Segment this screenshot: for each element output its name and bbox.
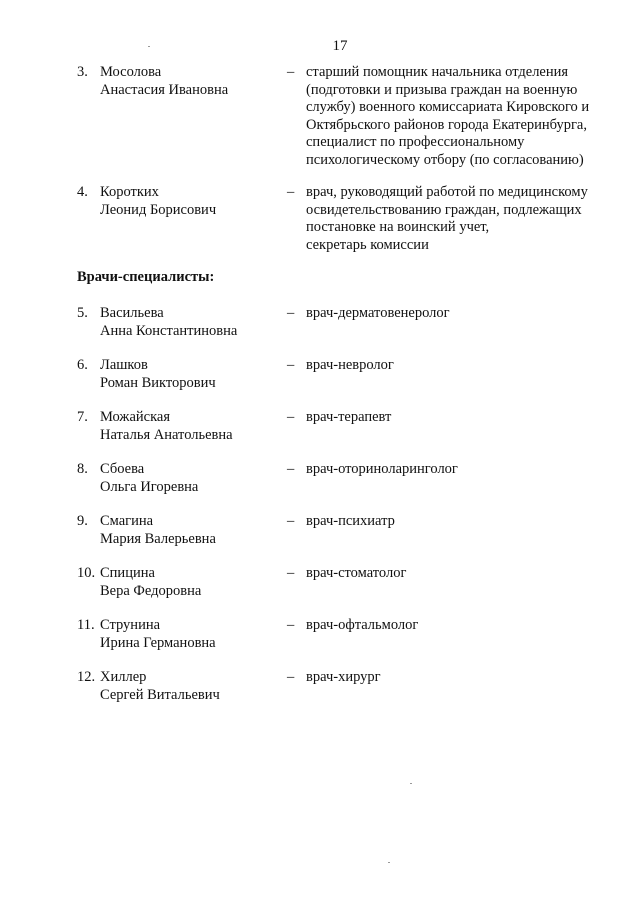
- role-line: врач-психиатр: [306, 513, 395, 529]
- member-role: [306, 305, 616, 323]
- member-surname: Коротких: [100, 184, 159, 200]
- member-given-names: Вера Федоровна: [100, 582, 202, 599]
- dash: –: [287, 617, 295, 633]
- member-name: [100, 461, 198, 496]
- member-role: [306, 409, 616, 427]
- member-given-names: Мария Валерьевна: [100, 530, 216, 547]
- member-role: [306, 669, 616, 687]
- entry-number: 6.: [77, 357, 88, 373]
- role-line: постановке на воинский учет,: [306, 219, 490, 235]
- member-name: [100, 357, 216, 392]
- dash: –: [287, 64, 295, 80]
- member-role: [306, 513, 616, 531]
- section-heading: Врачи-специалисты:: [77, 269, 215, 285]
- entry-number: 8.: [77, 461, 88, 477]
- role-line: врач-дерматовенеролог: [306, 305, 450, 321]
- role-line: освидетельствованию граждан, подлежащих: [306, 201, 582, 218]
- entry-number: 4.: [77, 184, 88, 200]
- member-surname: Лашков: [100, 357, 148, 373]
- page-number: 17: [332, 38, 348, 54]
- entry-number: 9.: [77, 513, 88, 529]
- member-name: [100, 184, 216, 219]
- role-line: врач-хирург: [306, 669, 381, 685]
- role-line: врач-невролог: [306, 357, 394, 373]
- member-surname: Струнина: [100, 617, 161, 633]
- member-surname: Сбоева: [100, 461, 145, 477]
- member-surname: Спицина: [100, 565, 155, 581]
- member-surname: Смагина: [100, 513, 154, 529]
- member-name: [100, 565, 201, 600]
- member-role: [306, 357, 616, 375]
- entry-number: 7.: [77, 409, 88, 425]
- scan-speck: [388, 862, 390, 863]
- member-role: [306, 617, 616, 635]
- member-surname: Мосолова: [100, 64, 162, 80]
- member-name: [100, 513, 216, 548]
- member-name: [100, 617, 216, 652]
- role-line: врач, руководящий работой по медицинскому: [306, 184, 588, 200]
- role-line: психологическому отбору (по согласованию): [306, 151, 584, 168]
- member-role: [306, 565, 616, 583]
- role-line: врач-терапевт: [306, 409, 392, 425]
- dash: –: [287, 184, 295, 200]
- role-line: врач-офтальмолог: [306, 617, 419, 633]
- entry-number: 12.: [77, 669, 96, 685]
- role-line: секретарь комиссии: [306, 236, 429, 253]
- role-line: врач-стоматолог: [306, 565, 407, 581]
- entry-number: 5.: [77, 305, 88, 321]
- scan-speck: [148, 46, 150, 47]
- entry-number: 3.: [77, 64, 88, 80]
- role-line: (подготовки и призыва граждан на военную: [306, 81, 578, 98]
- member-given-names: Сергей Витальевич: [100, 686, 220, 703]
- role-line: врач-оториноларинголог: [306, 461, 458, 477]
- role-line: старший помощник начальника отделения: [306, 64, 569, 80]
- dash: –: [287, 305, 295, 321]
- member-role: [306, 64, 616, 169]
- entry-number: 10.: [77, 565, 96, 581]
- role-line: службу) военного комиссариата Кировского и: [306, 99, 590, 115]
- member-name: [100, 305, 237, 340]
- dash: –: [287, 461, 295, 477]
- dash: –: [287, 669, 295, 685]
- member-name: [100, 64, 228, 99]
- dash: –: [287, 409, 295, 425]
- dash: –: [287, 357, 295, 373]
- member-given-names: Ирина Германовна: [100, 634, 216, 651]
- member-name: [100, 669, 220, 704]
- member-name: [100, 409, 233, 444]
- scan-speck: [410, 783, 412, 784]
- member-given-names: Леонид Борисович: [100, 201, 217, 218]
- role-line: Октябрьского районов города Екатеринбурга,: [306, 116, 587, 133]
- member-given-names: Роман Викторович: [100, 374, 216, 391]
- member-given-names: Анна Константиновна: [100, 322, 238, 339]
- member-given-names: Ольга Игоревна: [100, 478, 199, 495]
- member-role: [306, 184, 616, 254]
- member-given-names: Анастасия Ивановна: [100, 81, 229, 98]
- member-surname: Васильева: [100, 305, 164, 321]
- entry-number: 11.: [77, 617, 95, 633]
- member-role: [306, 461, 616, 479]
- dash: –: [287, 565, 295, 581]
- member-surname: Можайская: [100, 409, 171, 425]
- role-line: специалист по профессиональному: [306, 134, 525, 150]
- dash: –: [287, 513, 295, 529]
- member-given-names: Наталья Анатольевна: [100, 426, 233, 443]
- member-surname: Хиллер: [100, 669, 147, 685]
